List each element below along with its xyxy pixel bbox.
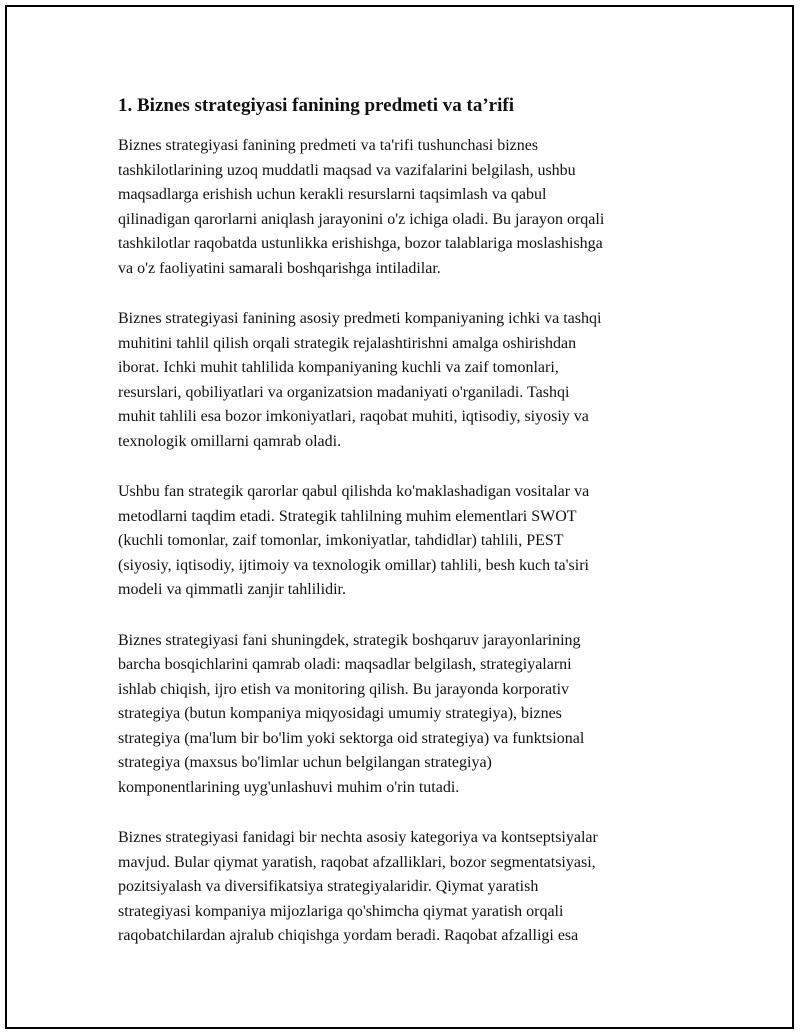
paragraph-line: muhitini tahlil qilish orqali strategik rejalashtirishni amalga oshirishdan (118, 334, 577, 352)
paragraph-line: komponentlarining uyg'unlashuvi muhim o'rin tutadi. (118, 778, 460, 796)
document-body (118, 94, 678, 975)
paragraph (118, 134, 678, 281)
paragraph-line: Biznes strategiyasi fanining asosiy predmeti kompaniyaning ichki va tashqi (118, 310, 602, 327)
paragraph-line: va o'z faoliyatini samarali boshqarishga intiladilar. (118, 259, 441, 277)
paragraph-list (118, 134, 678, 949)
paragraph-line: strategiya (butun kompaniya miqyosidagi umumiy strategiya), biznes (118, 705, 562, 722)
paragraph-line: strategiya (ma'lum bir bo'lim yoki sektorga oid strategiya) va funktsional (118, 729, 585, 747)
paragraph-line: mavjud. Bular qiymat yaratish, raqobat afzalliklari, bozor segmentatsiyasi, (118, 853, 596, 871)
paragraph (118, 629, 678, 801)
paragraph-line: strategiya (maxsus bo'limlar uchun belgilangan strategiya) (118, 754, 492, 771)
paragraph-line: iborat. Ichki muhit tahlilida kompaniyaning kuchli va zaif tomonlari, (118, 359, 559, 376)
paragraph-line: resurslari, qobiliyatlari va organizatsion madaniyati o'rganiladi. Tashqi (118, 383, 570, 401)
paragraph-line: tashkilotlar raqobatda ustunlikka erishishga, bozor talablariga moslashishga (118, 235, 603, 252)
paragraph-line: maqsadlarga erishish uchun kerakli resurslarni taqsimlash va qabul (118, 186, 547, 203)
paragraph (118, 826, 678, 949)
paragraph-line: ishlab chiqish, ijro etish va monitoring qilish. Bu jarayonda korporativ (118, 680, 570, 698)
paragraph-line: texnologik omillarni qamrab oladi. (118, 432, 342, 450)
paragraph-line: Biznes strategiyasi fanidagi bir nechta asosiy kategoriya va kontseptsiyalar (118, 829, 598, 846)
paragraph-line: strategiyasi kompaniya mijozlariga qo'shimcha qiymat yaratish orqali (118, 902, 564, 920)
paragraph-line: muhit tahlili esa bozor imkoniyatlari, raqobat muhiti, iqtisodiy, siyosiy va (118, 408, 589, 425)
paragraph (118, 307, 678, 454)
paragraph-line: (siyosiy, iqtisodiy, ijtimoiy va texnologik omillar) tahlili, besh kuch ta'siri (118, 556, 589, 574)
paragraph-line: Biznes strategiyasi fani shuningdek, strategik boshqaruv jarayonlarining (118, 631, 581, 649)
paragraph-line: Ushbu fan strategik qarorlar qabul qilishda ko'maklashadigan vositalar va (118, 483, 590, 500)
paragraph-line: pozitsiyalash va diversifikatsiya strategiyalaridir. Qiymat yaratish (118, 878, 539, 895)
paragraph-line: qilinadigan qarorlarni aniqlash jarayonini o'z ichiga oladi. Bu jarayon orqali (118, 210, 605, 228)
paragraph-line: metodlarni taqdim etadi. Strategik tahlilning muhim elementlari SWOT (118, 507, 577, 525)
paragraph-line: barcha bosqichlarini qamrab oladi: maqsadlar belgilash, strategiyalarni (118, 656, 572, 673)
paragraph-line: raqobatchilardan ajralub chiqishga yordam beradi. Raqobat afzalligi esa (118, 927, 579, 944)
paragraph-line: (kuchli tomonlar, zaif tomonlar, imkoniyatlar, tahdidlar) tahlili, PEST (118, 532, 564, 549)
paragraph-line: modeli va qimmatli zanjir tahlilidir. (118, 581, 346, 598)
section-heading: 1. Biznes strategiyasi fanining predmeti va ta’rifi (118, 95, 514, 116)
paragraph-line: Biznes strategiyasi fanining predmeti va ta'rifi tushunchasi biznes (118, 137, 539, 154)
paragraph (118, 480, 678, 603)
paragraph-line: tashkilotlarining uzoq muddatli maqsad va vazifalarini belgilash, ushbu (118, 161, 576, 179)
